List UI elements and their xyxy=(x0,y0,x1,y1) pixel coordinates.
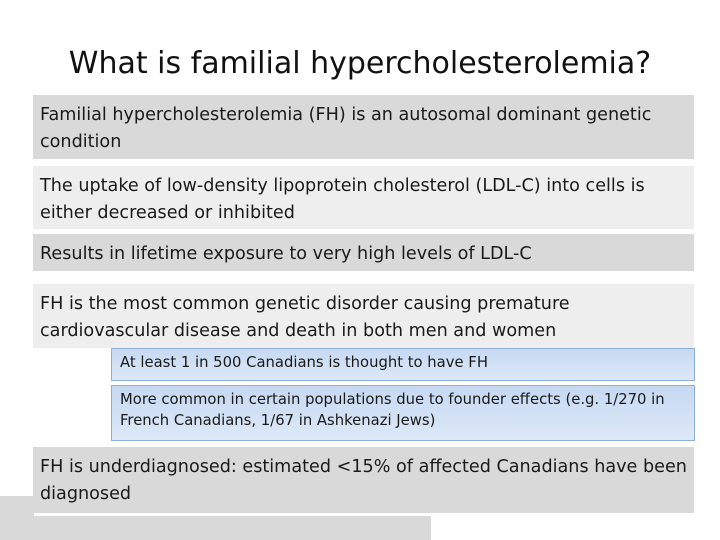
footer-bar xyxy=(0,516,431,540)
point-ldl-uptake: The uptake of low-density lipoprotein cholesterol (LDL-C) into cells is either decreased or inhibited xyxy=(33,166,694,229)
point-underdiagnosed: FH is underdiagnosed: estimated <15% of affected Canadians have been diagnosed xyxy=(33,447,694,513)
subpoint-prevalence: At least 1 in 500 Canadians is thought to have FH xyxy=(111,348,695,381)
subpoint-founder-effects: More common in certain populations due to founder effects (e.g. 1/270 in French Canadians, 1/67 in Ashkenazi Jews) xyxy=(111,385,695,441)
footer-block xyxy=(0,496,34,540)
point-common-disorder: FH is the most common genetic disorder causing premature cardiovascular disease and death in both men and women xyxy=(33,284,694,348)
point-fh-definition: Familial hypercholesterolemia (FH) is an autosomal dominant genetic condition xyxy=(33,95,694,159)
point-lifetime-exposure: Results in lifetime exposure to very high levels of LDL-C xyxy=(33,234,694,271)
slide-title: What is familial hypercholesterolemia? xyxy=(68,46,652,81)
